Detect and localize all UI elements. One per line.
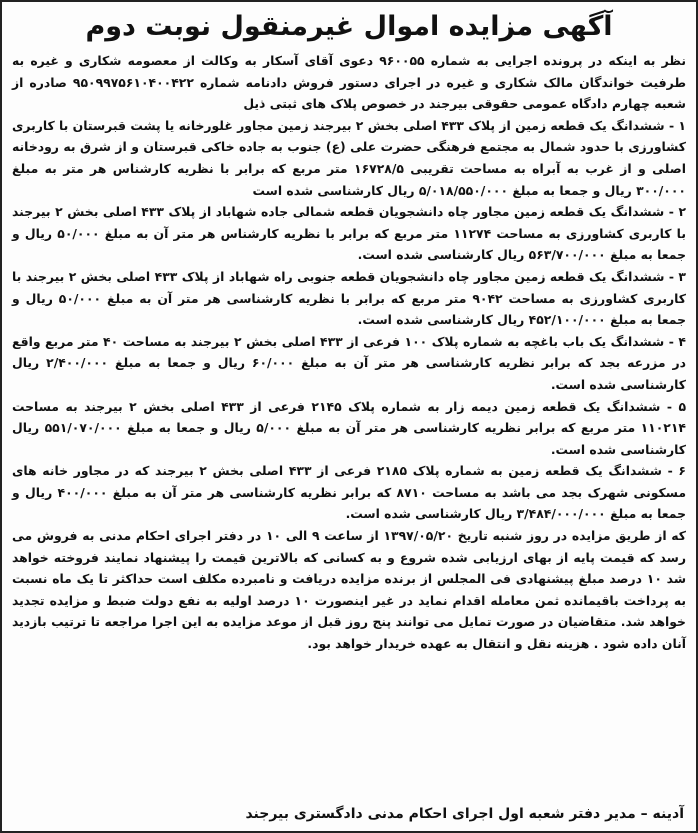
notice-item: ۶ - ششدانگ یک قطعه زمین به شماره پلاک ۲۱۸۵ فرعی از ۴۳۳ اصلی بخش ۲ بیرجند که در مجاور خانه های مسکونی شهرک بجد می باشد به مساحت ۸۷۱۰ که برابر نظریه کارشناسی هر متر آن به مبلغ ۴۰۰/۰۰۰ ریال و جمعا به مبلغ ۳/۴۸۴/۰۰۰/۰۰۰ ریال کارشناسی شده است.: [12, 463, 687, 522]
notice-body: [12, 50, 686, 655]
notice-title: آگهی مزایده اموال غیرمنقول نوبت دوم: [85, 11, 613, 42]
notice-closing: که از طریق مزایده در روز شنبه تاریخ ۱۳۹۷/۰۵/۲۰ از ساعت ۹ الی ۱۰ در دفتر اجرای احکام مدنی به فروش می رسد که قیمت پایه از بهای ارزیابی شده شروع و به کسانی که بالاترین قیمت را پیشنهاد نمایند فروخته خواهد شد ۱۰ درصد مبلغ پیشنهادی فی المجلس از برنده مزایده دریافت و نامبرده مکلف است حداکثر تا یک ماه نسبت به پرداخت باقیمانده ثمن معامله اقدام نماید در غیر اینصورت ۱۰ درصد اولیه به نفع دولت ضبط و مزایده تجدید خواهد شد. متقاضیان در صورت تمایل می توانند پنج روز قبل از موعد مزایده به این اجرا مراجعه تا ترتیب بازدید آنان داده شود . هزینه نقل و انتقال به عهده خریدار خواهد بود.: [12, 528, 687, 652]
notice-item: ۴ - ششدانگ یک باب باغچه به شماره پلاک ۱۰۰ فرعی از ۴۳۳ اصلی بخش ۲ بیرجند به مساحت ۴۰ متر مربع واقع در مزرعه بجد که برابر نظریه کارشناسی هر متر آن به مبلغ ۶۰/۰۰۰ ریال و جمعا به مبلغ ۲/۴۰۰/۰۰۰ ریال کارشناسی شده است.: [12, 333, 686, 392]
notice-signature: آدینه – مدیر دفتر شعبه اول اجرای احکام مدنی دادگستری بیرجند: [245, 806, 684, 822]
notice-item: ۱ - ششدانگ یک قطعه زمین از پلاک ۴۳۳ اصلی بخش ۲ بیرجند زمین مجاور غلورخانه یا پشت قبرستان با کاربری کشاورزی با حدود شمال به مجتمع فرهنگی حضرت علی (ع) جنوب به جاده خاکی قبرستان و از شرق به رودخانه اصلی و از غرب به آبراه به مساحت تقریبی ۱۶۷۲۸/۵ متر مربع که برابر با نظریه کارشناس هر متر به مبلغ ۳۰۰/۰۰۰ ریال و جمعا به مبلغ ۵/۰۱۸/۵۵۰/۰۰۰ ریال کارشناسی شده است: [12, 117, 686, 198]
notice-item: ۵ - ششدانگ یک قطعه زمین دیمه زار به شماره پلاک ۲۱۴۵ فرعی از ۴۳۳ اصلی بخش ۲ بیرجند به مساحت ۱۱۰۲۱۴ متر مربع که برابر نظریه کارشناسی هر متر آن به مبلغ ۵/۰۰۰ ریال و جمعا به مبلغ ۵۵۱/۰۷۰/۰۰۰ ریال کارشناسی شده است.: [12, 398, 687, 457]
notice-item: ۳ - ششدانگ یک قطعه زمین مجاور چاه دانشجویان قطعه جنوبی راه شهاباد از پلاک ۴۳۳ اصلی بخش ۲ بیرجند با کاربری کشاورزی به مساحت ۹۰۴۲ متر مربع که برابر با نظریه کارشناسی هر متر آن به مبلغ ۵۰/۰۰۰ ریال و جمعا به مبلغ ۴۵۲/۱۰۰/۰۰۰ ریال کارشناسی شده است.: [12, 268, 687, 328]
notice-item: ۲ - ششدانگ یک قطعه زمین مجاور چاه دانشجویان قطعه شمالی جاده شهاباد از پلاک ۴۳۳ اصلی بخش ۲ بیرجند با کاربری کشاورزی به مساحت ۱۱۲۷۴ متر مربع که برابر با نظریه کارشناس هر متر آن به مبلغ ۵۰/۰۰۰ ریال و جمعا به مبلغ ۵۶۳/۷۰۰/۰۰۰ ریال کارشناسی شده است.: [12, 204, 687, 263]
notice-intro: نظر به اینکه در پرونده اجرایی به شماره ۹۶۰۰۵۵ دعوی آقای آسکار به وکالت از معصومه شکاری و غیره به طرفیت خواندگان مالک شکاری و غیره در اجرای دستور فروش دادنامه شماره ۹۵۰۹۹۷۵۶۱۰۴۰۰۴۲۲ صادره از شعبه چهارم دادگاه عمومی حقوقی بیرجند در خصوص پلاک های ثبتی ذیل: [12, 53, 686, 112]
